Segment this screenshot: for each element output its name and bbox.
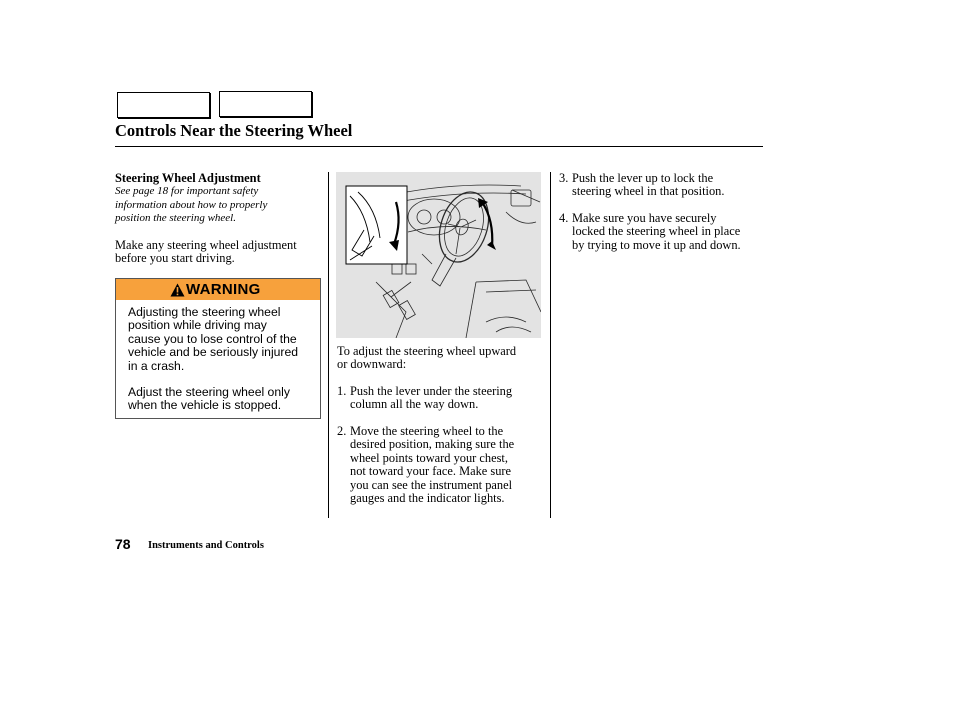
safety-note-line: information about how to properly [115, 198, 268, 211]
page-title: Controls Near the Steering Wheel [115, 121, 353, 140]
safety-note [115, 185, 325, 226]
safety-note-line: See page 18 for important safety [115, 185, 259, 197]
nav-tab-table-of-contents[interactable] [219, 91, 312, 117]
warning-line: cause you to lose control of the [128, 331, 297, 346]
page-number: 78 [115, 536, 131, 552]
step-number: 2. [337, 424, 347, 438]
step-line: not toward your face. Make sure [350, 464, 512, 479]
step-line: steering wheel in that position. [572, 184, 725, 199]
nav-tab-main-menu[interactable] [117, 92, 210, 118]
intro-paragraph [115, 239, 327, 266]
step-line: desired position, making sure the [350, 437, 515, 452]
step-number: 3. [559, 171, 569, 185]
step-line: you can see the instrument panel [350, 477, 513, 492]
step-line: wheel points toward your chest, [350, 450, 508, 465]
warning-label-text: WARNING [186, 281, 261, 298]
step-line: Make sure you have securely [572, 211, 717, 225]
warning-header [116, 279, 320, 300]
column-divider-right [550, 172, 551, 518]
step-line: Move the steering wheel to the [350, 424, 504, 438]
safety-note-line: position the steering wheel. [115, 212, 236, 225]
warning-line: when the vehicle is stopped. [128, 398, 282, 413]
warning-line: Adjust the steering wheel only [128, 385, 290, 399]
column-divider-left [328, 172, 329, 518]
warning-triangle-icon [170, 283, 185, 297]
steering-wheel-illustration-icon [336, 172, 541, 338]
warning-line: Adjusting the steering wheel [128, 305, 281, 319]
warning-line: position while driving may [128, 318, 267, 333]
step-line: by trying to move it up and down. [572, 237, 741, 252]
warning-box [115, 278, 321, 419]
step-line: Push the lever under the steering [350, 384, 513, 398]
step-line: Push the lever up to lock the [572, 171, 714, 185]
adjust-intro-line: To adjust the steering wheel upward [337, 344, 517, 358]
warning-line: vehicle and be seriously injured [128, 345, 299, 360]
title-divider [115, 146, 763, 147]
step-number: 1. [337, 384, 347, 398]
warning-paragraph-1 [128, 306, 318, 373]
adjust-intro [337, 345, 549, 372]
step-line: gauges and the indicator lights. [350, 491, 505, 506]
section-heading: Steering Wheel Adjustment [115, 171, 261, 185]
intro-line: before you start driving. [115, 251, 235, 266]
footer-section-name: Instruments and Controls [148, 540, 264, 551]
step-line: locked the steering wheel in place [572, 224, 741, 239]
steering-wheel-adjustment-illustration [336, 172, 541, 338]
adjust-intro-line: or downward: [337, 357, 407, 372]
step-number: 4. [559, 211, 569, 225]
intro-line: Make any steering wheel adjustment [115, 238, 297, 252]
step-line: column all the way down. [350, 397, 479, 412]
warning-paragraph-2 [128, 386, 318, 413]
warning-line: in a crash. [128, 358, 185, 373]
